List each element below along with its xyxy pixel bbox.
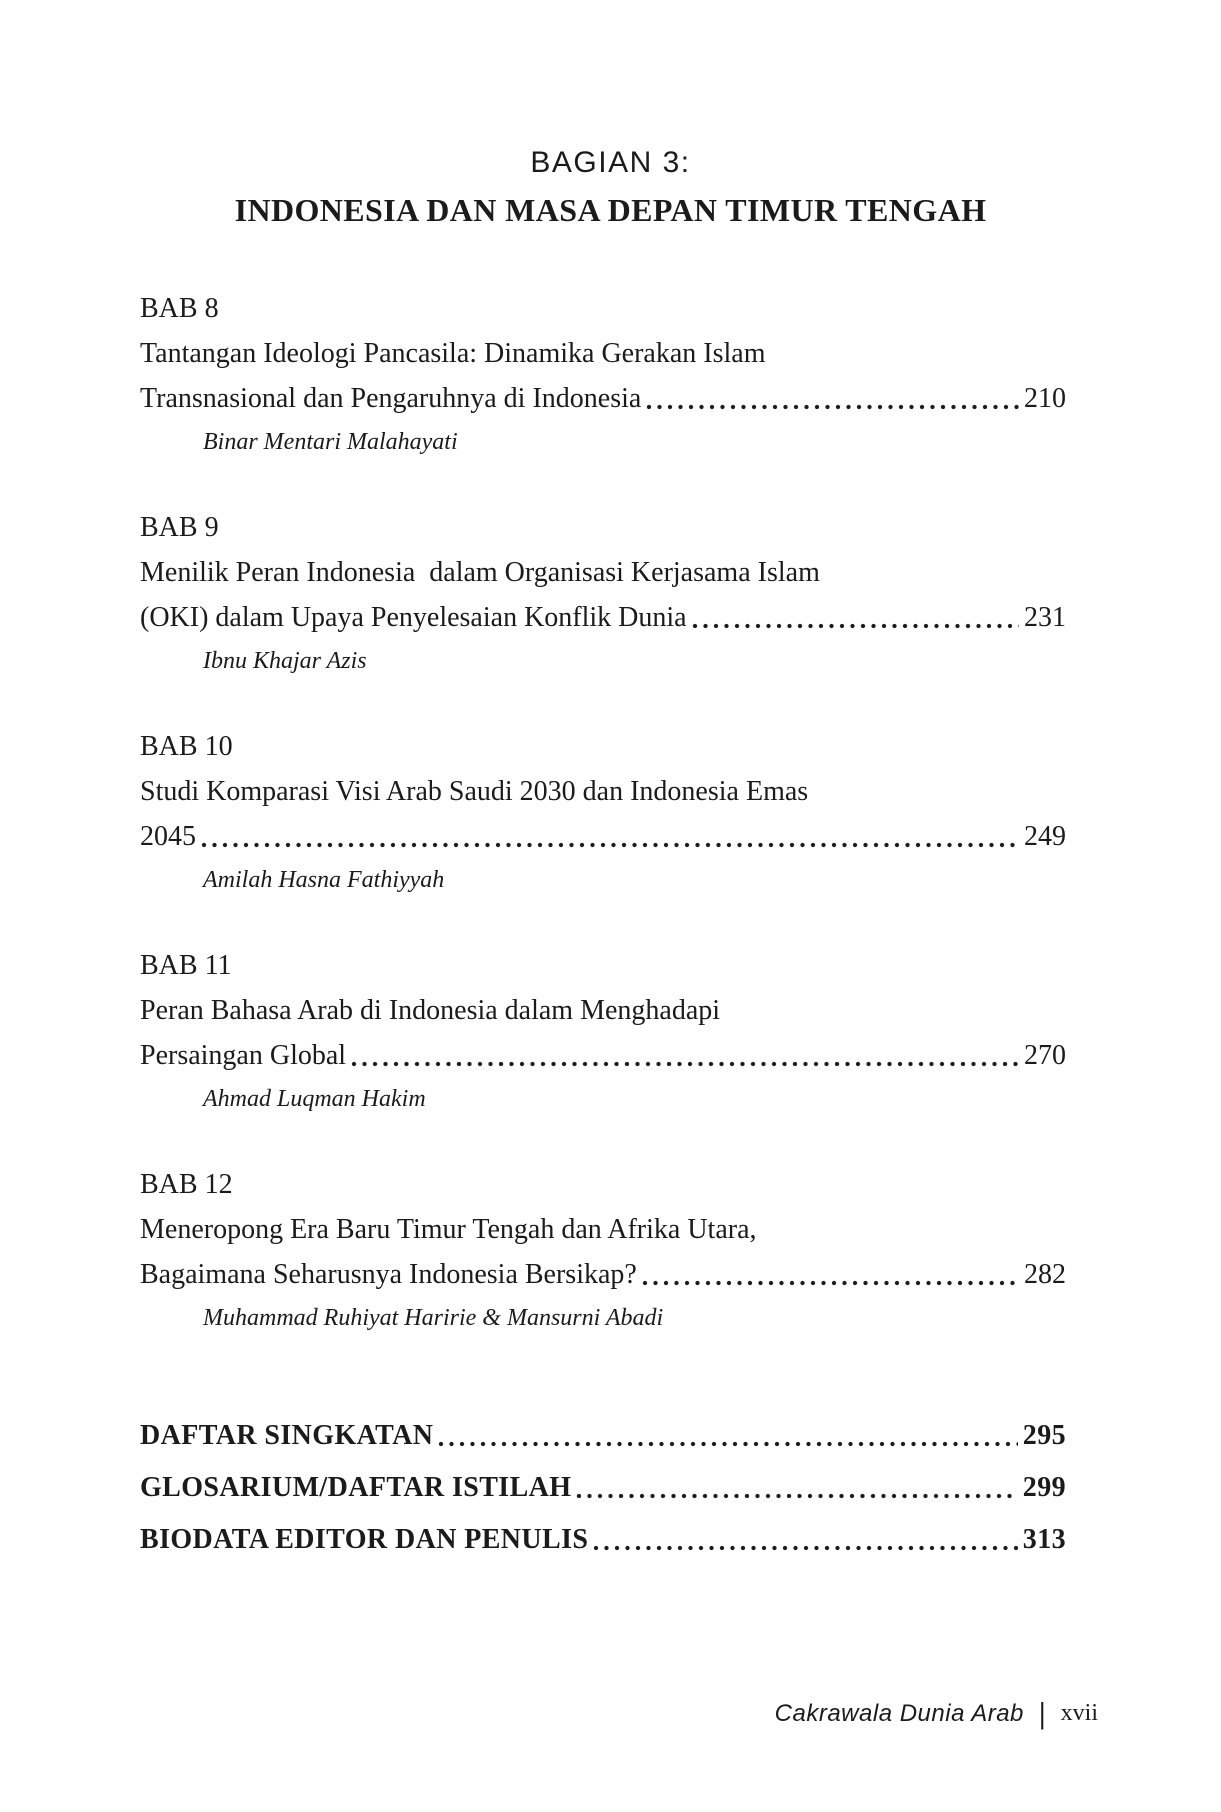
dot-leader [576,1462,1017,1514]
toc-entry-bab-8 [140,287,1066,457]
back-matter-entry-glosarium [140,1462,1066,1514]
chapter-author: Ibnu Khajar Azis [203,648,367,674]
chapter-label: BAB 10 [140,731,233,762]
chapter-page-number: 270 [1024,1040,1066,1071]
chapter-title-text: (OKI) dalam Upaya Penyelesaian Konflik Dunia [140,602,687,633]
chapter-author: Muhammad Ruhiyat Haririe & Mansurni Abadi [203,1305,664,1331]
chapter-title-leader-line [140,376,1066,421]
back-matter-title: BIODATA EDITOR DAN PENULIS [140,1524,589,1555]
page-footer [774,1695,1098,1731]
chapter-title-line [140,769,1066,814]
chapter-title-leader-line [140,595,1066,640]
back-matter-page-number: 299 [1022,1472,1066,1503]
back-matter-title: GLOSARIUM/DAFTAR ISTILAH [140,1472,572,1503]
chapter-page-number: 282 [1024,1259,1066,1290]
chapter-title-leader-line [140,1033,1066,1078]
chapter-title-text: Peran Bahasa Arab di Indonesia dalam Menghadapi [140,995,721,1026]
footer-divider: | [1038,1695,1046,1731]
chapter-title-text: Transnasional dan Pengaruhnya di Indonesia [140,383,642,414]
toc-entry-bab-12 [140,1163,1066,1333]
dot-leader [646,376,1019,421]
chapter-label: BAB 8 [140,293,219,324]
back-matter-page-number: 313 [1022,1524,1066,1555]
folio-page-number: xvii [1060,1700,1098,1726]
chapter-page-number: 231 [1024,602,1066,633]
running-book-title: Cakrawala Dunia Arab [774,1699,1024,1727]
dot-leader [438,1410,1017,1462]
chapter-title-text: Meneropong Era Baru Timur Tengah dan Afrika Utara, [140,1214,757,1245]
toc-entry-bab-9 [140,506,1066,676]
back-matter-entry-biodata [140,1514,1066,1566]
dot-leader [642,1252,1019,1297]
toc-entry-bab-11 [140,944,1066,1114]
chapter-label: BAB 12 [140,1169,233,1200]
dot-leader [593,1514,1017,1566]
part-header [0,146,1221,228]
chapter-title-line [140,988,1066,1033]
part-title: INDONESIA DAN MASA DEPAN TIMUR TENGAH [234,192,987,228]
back-matter-page-number: 295 [1022,1420,1066,1451]
back-matter-title: DAFTAR SINGKATAN [140,1420,434,1451]
chapter-author: Ahmad Luqman Hakim [203,1086,426,1112]
toc-list [140,287,1066,1382]
toc-entry-bab-10 [140,725,1066,895]
chapter-author: Amilah Hasna Fathiyyah [203,867,445,893]
chapter-title-text: Persaingan Global [140,1040,347,1071]
part-label: BAGIAN 3: [530,146,691,179]
back-matter-list [140,1410,1066,1566]
chapter-title-leader-line [140,1252,1066,1297]
chapter-title-text: Tantangan Ideologi Pancasila: Dinamika Gerakan Islam [140,338,766,369]
chapter-page-number: 210 [1024,383,1066,414]
chapter-title-line [140,331,1066,376]
chapter-title-leader-line [140,814,1066,859]
chapter-title-text: Studi Komparasi Visi Arab Saudi 2030 dan Indonesia Emas [140,776,809,807]
dot-leader [351,1033,1019,1078]
dot-leader [692,595,1019,640]
chapter-author: Binar Mentari Malahayati [203,429,458,455]
chapter-page-number: 249 [1024,821,1066,852]
chapter-title-text: Bagaimana Seharusnya Indonesia Bersikap? [140,1259,637,1290]
chapter-label: BAB 9 [140,512,219,543]
dot-leader [201,814,1019,859]
chapter-title-line [140,550,1066,595]
back-matter-entry-daftar-singkatan [140,1410,1066,1462]
chapter-title-text: 2045 [140,821,196,852]
chapter-title-line [140,1207,1066,1252]
chapter-label: BAB 11 [140,950,232,981]
chapter-title-text: Menilik Peran Indonesia dalam Organisasi Kerjasama Islam [140,557,820,588]
